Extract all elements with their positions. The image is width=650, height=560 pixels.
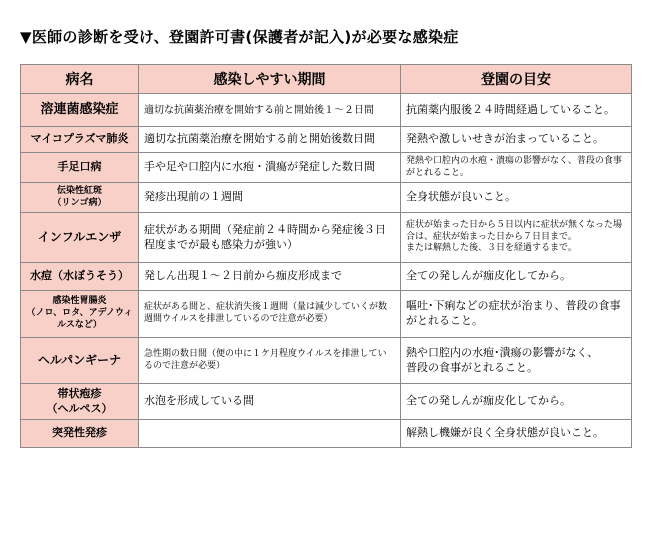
infectious-period [139,420,401,448]
disease-name: 帯状疱疹 （ヘルペス） [21,384,139,420]
attendance-guide: 発熱や激しいせきが治まっていること。 [401,127,632,153]
header-disease-name: 病名 [21,65,139,94]
attendance-guide: 発熱や口腔内の水疱・潰瘍の影響がなく、普段の食事がとれること。 [401,153,632,183]
table-row [21,291,632,338]
page-heading: ▼医師の診断を受け、登園許可書(保護者が記入)が必要な感染症 [20,28,459,46]
infection-table [20,64,632,448]
table-row [21,384,632,420]
disease-name: 伝染性紅斑 （リンゴ病） [21,183,139,213]
table-row [21,127,632,153]
disease-name: 感染性胃腸炎 （ノロ、ロタ、アデノウィルスなど） [21,291,139,338]
disease-name: 突発性発疹 [21,420,139,448]
attendance-guide: 熱や口腔内の水疱･潰瘍の影響がなく、 普段の食事がとれること。 [401,338,632,384]
table-row [21,338,632,384]
table-row [21,153,632,183]
infectious-period: 発しん出現１～２日前から痂皮形成まで [139,263,401,291]
table-header-row [21,65,632,94]
attendance-guide: 抗菌薬内服後２４時間経過していること。 [401,94,632,127]
infectious-period: 適切な抗菌薬治療を開始する前と開始後数日間 [139,127,401,153]
attendance-guide: 解熱し機嫌が良く全身状態が良いこと。 [401,420,632,448]
disease-name: ヘルパンギーナ [21,338,139,384]
table-row [21,183,632,213]
disease-name: マイコプラズマ肺炎 [21,127,139,153]
disease-name: 溶連菌感染症 [21,94,139,127]
infectious-period: 発疹出現前の１週間 [139,183,401,213]
disease-name: インフルエンザ [21,213,139,263]
header-infectious-period: 感染しやすい期間 [139,65,401,94]
table-row [21,420,632,448]
attendance-guide: 全ての発しんが痂皮化してから。 [401,384,632,420]
infectious-period: 適切な抗菌薬治療を開始する前と開始後１～２日間 [139,94,401,127]
infectious-period: 症状がある期間（発症前２４時間から発症後３日程度までが最も感染力が強い） [139,213,401,263]
table-row [21,213,632,263]
attendance-guide: 症状が始まった日から５日以内に症状が無くなった場合は、症状が始まった日から７日目まで。 または解熱した後、３日を経過するまで。 [401,213,632,263]
disease-name: 手足口病 [21,153,139,183]
infectious-period: 急性期の数日間（便の中に１ケ月程度ウイルスを排泄しているので注意が必要） [139,338,401,384]
header-attendance-guide: 登園の目安 [401,65,632,94]
infectious-period: 手や足や口腔内に水疱・潰瘍が発症した数日間 [139,153,401,183]
attendance-guide: 全身状態が良いこと。 [401,183,632,213]
table-row [21,263,632,291]
attendance-guide: 全ての発しんが痂皮化してから。 [401,263,632,291]
infectious-period: 水泡を形成している間 [139,384,401,420]
infectious-period: 症状がある間と、症状消失後１週間（量は減少していくが数週間ウイルスを排泄しているので注意が必要） [139,291,401,338]
attendance-guide: 嘔吐･下痢などの症状が治まり、普段の食事がとれること。 [401,291,632,338]
table-row [21,94,632,127]
disease-name: 水痘（水ぼうそう） [21,263,139,291]
